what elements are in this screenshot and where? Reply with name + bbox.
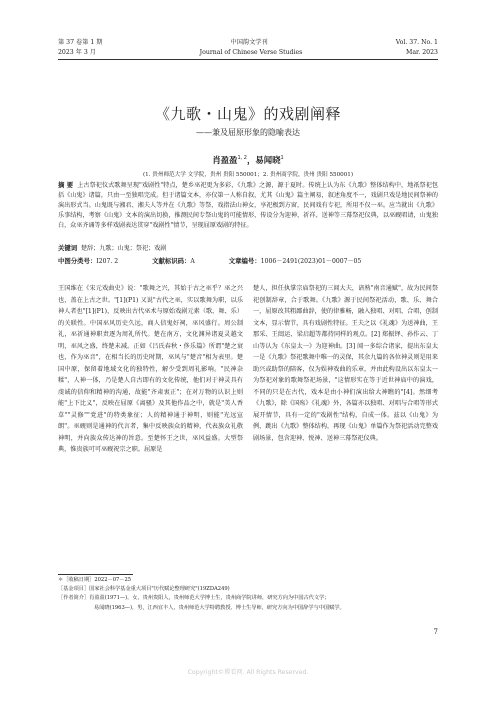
footnote-received: ＊［收稿日期］2022－07－25 xyxy=(58,577,132,583)
article-subtitle: ——兼及屈原形象的隐喻表达 xyxy=(196,128,300,137)
abstract-text: 上古祭祀仪式歌舞呈现"戏剧性"特点，楚乡巫祀更为多彩，《九歌》之源，源于夏时。传统上认为东《九歌》整体结构中，地祇祭祀包括《山鬼》诸篇，只由一至独唱完成。但于诸篇文本，亦仅第一人称自叙，尤其《山鬼》篇主阐易，叙述角度不一，戏剧只戏是地民间祭神的演出形式当。山鬼既与湘君、湘夫人等并在《九歌》等祭，戏指法山神女，享祀极到方窗，民间戏有专祀，所用不仅一巫。应当就出《九歌》乐事结构，考察《山鬼》文本的演出切换，推测民间专祭山鬼的可能情形，传设分为迎神、祈祥、送神等三幕祭祀仪典，以巫觋唱请，山鬼独白，众巫齐诵等多样戏剧表达贯穿"戏剧性"情节，呈现屈原戏剧的特征。 xyxy=(58,182,438,229)
author-name: 易闻晓 xyxy=(255,155,281,165)
author-line xyxy=(0,154,496,166)
footnotes xyxy=(58,576,438,613)
keywords xyxy=(58,243,438,252)
author-affil-mark: 1, 2 xyxy=(237,155,247,162)
clc-label: 中图分类号： xyxy=(58,257,97,265)
journal-name-en: Journal of Chinese Verse Studies xyxy=(199,49,303,56)
abstract-label: 摘 要 xyxy=(58,181,74,189)
clc-value: I207. 2 xyxy=(96,258,119,265)
abstract xyxy=(58,181,438,231)
journal-name-cn: 中国韵文学刊 xyxy=(230,39,268,46)
page-number: 7 xyxy=(433,628,438,636)
article-no-label: 文章编号： xyxy=(228,257,261,265)
footnote-rule xyxy=(58,574,133,575)
volume-issue: 第 37 卷第 1 期 xyxy=(58,39,103,46)
footnote-author-2: 易闻晓(1963—)，男，江西宜丰人，贵州师范大学特聘教授、博士生导师，研究方向为中国辞学与中国赋学。 xyxy=(94,604,345,611)
issue-date: 2023 年 3 月 xyxy=(58,49,96,56)
article-title: 《九歌・山鬼》的戏剧阐释 xyxy=(154,105,341,123)
author-separator: ， xyxy=(246,155,256,165)
doc-code-value: A xyxy=(190,258,195,265)
copyright-watermark: Copyright©博看网. All Rights Reserved. xyxy=(187,669,309,676)
affiliation: (1. 贵州师范大学 文学院，贵州 贵阳 550001；2. 贵州商学院，贵州 贵阳 550001) xyxy=(142,172,354,178)
keywords-label: 关键词 xyxy=(58,244,78,252)
footnote-author-1: ［作者简介］肖盈盈(1971—)，女，贵州贵阳人，贵州师范大学博士生，贵州商学院讲师，研究方向为中国古代文学； xyxy=(58,595,330,602)
doc-code-label: 文献标识码： xyxy=(152,257,191,265)
issue-date-en: Mar. 2023 xyxy=(406,49,438,56)
article-no-value: 1006－2491(2023)01－0007－05 xyxy=(260,258,362,265)
volume-issue-en: Vol. 37. No. 1 xyxy=(395,39,438,46)
author-name: 肖盈盈 xyxy=(212,155,238,165)
keywords-text: 楚辞；九歌；山鬼；祭祀；戏剧 xyxy=(81,245,167,252)
body-column-left: 王国维在《宋元戏曲史》说："歌舞之兴，其始于古之巫乎？巫之兴也，盖在上古之世。"[1](P1) 又说"古代之巫，实以歌舞为职，以乐神人者也"[1](P1)，反映出古代巫术与原始戏剧元素（歌、舞、乐）的关联性。中国巫风历史久远，商人信鬼好祠，巫风盛行。周公制礼，巫祈通神职责逐为周礼所代。楚在南方，文化渊异诸夏灵越文明，巫风之盛，终楚未减。正如《吕氏春秋・侈乐篇》所谓"楚之衰也，作为巫音"，在相当长的历史时期，巫风与"楚音"相为表里。楚国中原，保留着地域文化的独特性，解少受到周礼影响。"民神杂糅"，人神一体，乃是楚人自古即有的文化传统，他们对于神灵具有虔诚的信仰和精神的沟通，故能"齐肃衷正"；在对万物的认识上则能"上下比义"，反映在屈原《离骚》及其他作品之中，就是"美人香草""灵修""党进"的特类象征；人的精神通于神明，则能"光远宣朗"。巫觋则是通神的代言者，集中反映族众的精神，代表族众礼敬神明，并向族众传达神的旨意。至楚怀王之世，巫风益盛。大型祭典，惟贵族可可巫觋祝宗之职。屈原是 xyxy=(58,285,243,453)
author-affil-mark: 1 xyxy=(280,155,284,162)
classification-row xyxy=(58,256,438,265)
body-column-right: 楚人，担任执掌宗庙祭祀的三闾大夫，谙熟"南音通赋"，故为民间祭祀创制辞章，合于歌舞。《九歌》源于民间祭祀活动，歌、乐、舞合一，屈原改其粗鄙曲辞，使的律雅畅，融入独唱、对唱、合唱，创制文本，显示情节，具有戏剧性特征。王夫之以《礼魂》为送神曲，王那采、王闿运、梁启超等都持同样的观点。[2] 郑振铎、孙作云、丁山等认为《东皇太一》为迎神曲。[3] 闻一多综合诸家，提出东皇太一是《九歌》祭祀歌舞中唯一的灵保，其余九篇的各位神灵则是用来助兴或助祭的陪客，仅为娱神戏曲的乐章，并由此构设出以东皇太一为祭祀对象的歌舞祭祀场景，"这情形实在等于近世神庙中的演戏，不同的只是在古代，戏本是由小神们演出给大神瞧的"[4]。然细考《九歌》，除《国殇》《礼魂》外，各篇亦以独唱、对唱与合唱等形式展开情节，具有一定的"戏剧性"结构，自成一体。兹以《山鬼》为例，跳出《九歌》整体结构，再现《山鬼》单篇作为祭祀活动完整戏剧场景，包含迎神、悦神、送神三幕祭祀仪典。 xyxy=(253,285,438,442)
footnote-fund: ［基金项目］国家社会科学基金重大项目"历代赋论整理研究"(19ZDA249) xyxy=(58,586,230,593)
header-rule xyxy=(58,59,438,60)
running-header xyxy=(58,38,438,60)
